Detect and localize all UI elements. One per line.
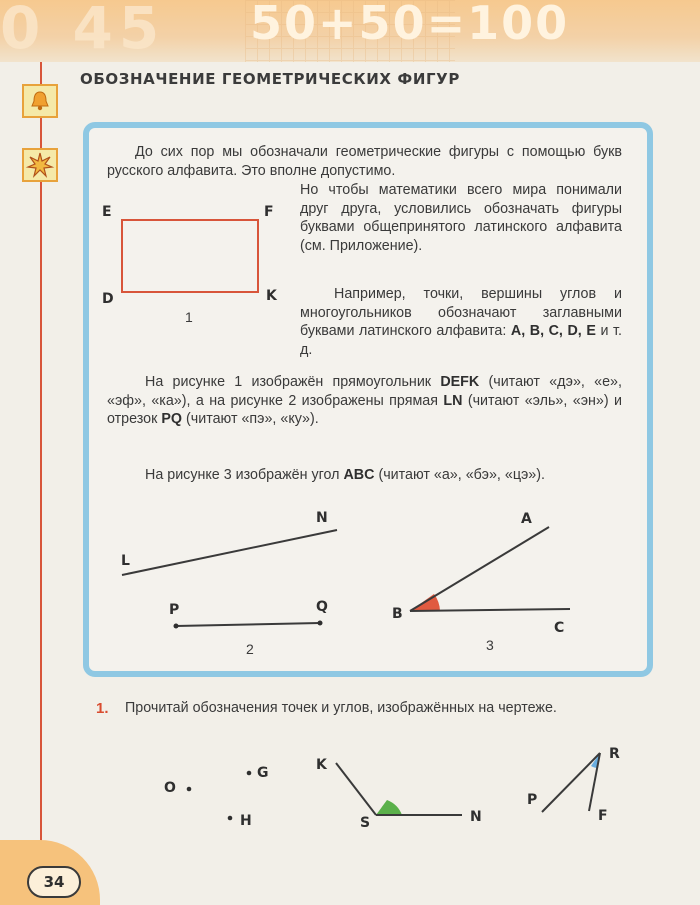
label-h: H: [240, 813, 252, 829]
point-h: [228, 816, 233, 821]
p4-text-a: На рисунке 3 изображён угол: [145, 467, 340, 483]
p4-text-b: (читают «а», «бэ», «цэ»).: [378, 467, 545, 483]
p3-ln: LN: [443, 392, 463, 409]
angle-arc-ksn: [376, 800, 402, 815]
exercise-number: 1.: [96, 700, 109, 717]
label-o: O: [164, 780, 176, 796]
label-r: R: [609, 746, 620, 762]
p3-text-a: На рисунке 1 изображён прямоугольник: [145, 374, 432, 390]
decorative-expression: 50+50=100: [250, 0, 570, 50]
label-a: A: [521, 511, 532, 527]
label-b: B: [392, 606, 403, 622]
label-n: N: [316, 510, 328, 526]
point-o: [187, 787, 192, 792]
p3-text-b: (читают «дэ», «е», «эф», «ка»), а на рисунке 2 изображены прямая: [107, 374, 622, 409]
paragraph-letters-text: Например, точки, вершины углов и многоугольников обозначают заглавными буквами латинского алфавита:: [300, 286, 622, 340]
label-d: D: [102, 291, 114, 307]
p4-abc: ABC: [343, 467, 375, 483]
label-p: P: [169, 602, 180, 618]
figure-2-number: 2: [246, 641, 254, 657]
label-n-ex: N: [470, 809, 482, 825]
paragraph-letters-tail: и т. д.: [300, 323, 622, 358]
p3-text-d: (читают «пэ», «ку»).: [186, 411, 319, 428]
label-p-ex: P: [527, 792, 538, 808]
point-g: [247, 771, 252, 776]
label-c: C: [554, 620, 565, 636]
figure-3-number: 3: [486, 637, 494, 653]
label-k: K: [266, 288, 277, 304]
label-k-ex: K: [316, 757, 327, 773]
page-title: ОБОЗНАЧЕНИЕ ГЕОМЕТРИЧЕСКИХ ФИГУР: [80, 70, 460, 88]
paragraph-intro-continued: Но чтобы математики всего мира понимали друг друга, условились обозначать фигуры буквами общепринятого латинского алфавита (см. Приложение).: [300, 182, 622, 254]
page-number: 34: [27, 866, 81, 898]
p3-defk: DEFK: [440, 374, 480, 390]
label-g: G: [257, 765, 269, 781]
paragraph-intro: До сих пор мы обозначали геометрические фигуры с помощью букв русского алфавита. Это вполне допустимо.: [107, 144, 622, 179]
p3-pq: PQ: [161, 411, 183, 428]
ray-sk: [336, 763, 376, 815]
label-q: Q: [316, 599, 328, 615]
label-f: F: [264, 204, 274, 220]
p3-text-c: (читают «эль», «эн») и отрезок: [107, 392, 622, 428]
label-e: E: [102, 204, 112, 220]
label-l: L: [121, 553, 130, 569]
latin-letters: A, B, C, D, E: [510, 323, 596, 340]
label-s: S: [360, 815, 371, 831]
figure-1-number: 1: [185, 309, 193, 325]
decorative-digits: 0 45: [0, 0, 166, 62]
exercise-text: Прочитай обозначения точек и углов, изображённых на чертеже.: [125, 700, 557, 716]
label-f-ex: F: [598, 808, 608, 824]
